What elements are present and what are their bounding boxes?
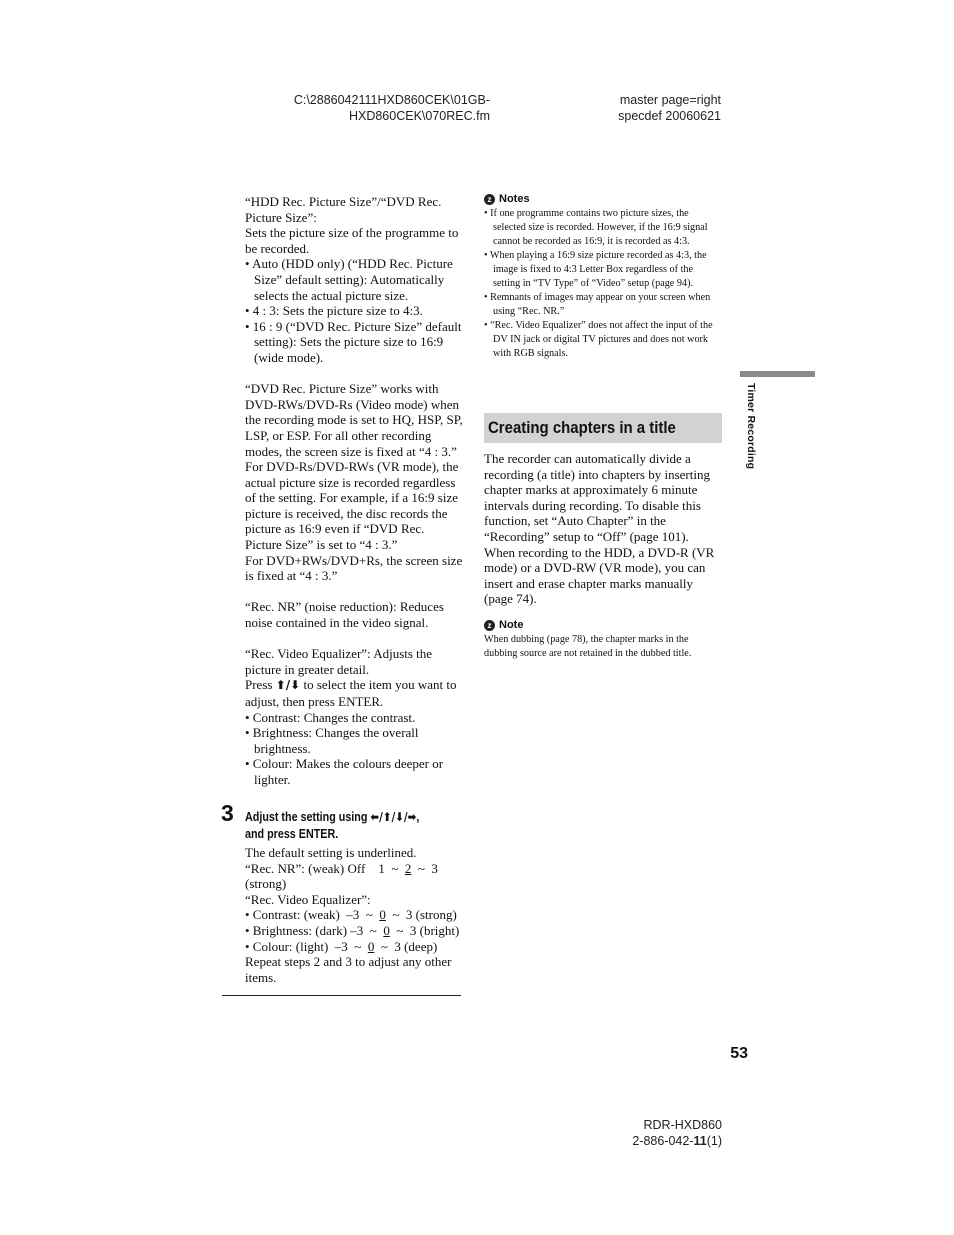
dvd-picture-size-paragraph: “DVD Rec. Picture Size” works with DVD-RWs/DVD-Rs (Video mode) when the recording mode is set to HQ, HSP, SP, LSP, or ESP. For all other recording modes, the screen size is fixed at “4 : 3.” — [245, 381, 463, 459]
colour-range-b: ~ 3 (deep) — [374, 938, 438, 954]
file-path-line-1: C:\2886042111HXD860CEK\01GB- — [293, 93, 490, 107]
chapters-body — [484, 451, 722, 607]
list-item-colour: • Colour: Makes the colours deeper or lighter. — [245, 756, 444, 787]
direction-arrows-icon: ⬅/⬆/⬇/➡ — [370, 810, 417, 824]
note-item: • When playing a 16:9 size picture recorded as 4:3, the image is fixed to 4:3 Letter Box regardless of the setting in “TV Type” of “Video” setup (page 94). — [484, 250, 707, 289]
default-setting-note: The default setting is underlined. — [245, 845, 417, 860]
notes-title: Notes — [499, 193, 530, 205]
note-item: • “Rec. Video Equalizer” does not affect the input of the DV IN jack or digital TV pictures and does not work with RGB signals. — [484, 320, 713, 359]
picture-size-heading: “HDD Rec. Picture Size”/“DVD Rec. Picture Size”: — [245, 194, 442, 225]
left-column-end-rule — [222, 995, 461, 996]
section-title: Creating chapters in a title — [488, 418, 676, 437]
document-code — [560, 1133, 722, 1149]
footer — [560, 1117, 722, 1149]
rec-nr-strong: (strong) — [245, 876, 287, 892]
brightness-range-a: • Brightness: (dark) –3 ~ — [245, 922, 384, 938]
dvd-plus-paragraph: For DVD+RWs/DVD+Rs, the screen size is fixed at “4 : 3.” — [245, 552, 463, 584]
colour-range-a: • Colour: (light) –3 ~ — [245, 938, 368, 954]
press-text-b: to select the item you want to adjust, then press ENTER. — [245, 677, 457, 709]
vr-mode-paragraph: For DVD-Rs/DVD-RWs (VR mode), the actual picture size is recorded regardless of the setting. For example, if a 16:9 size picture is received, the disc records the picture as 16:9 even if “DVD Rec. Picture Size” is set to “4 : 3.” — [245, 459, 459, 553]
list-item-auto: • Auto (HDD only) (“HDD Rec. Picture Size” default setting): Automatically selects the actual picture size. — [245, 256, 453, 303]
side-tab-label: Timer Recording — [745, 383, 757, 470]
rec-video-equalizer-paragraph: “Rec. Video Equalizer”: Adjusts the picture in greater detail. — [245, 646, 433, 677]
note-icon: z — [484, 194, 495, 205]
page-number: 53 — [730, 1045, 748, 1062]
chapters-paragraph-2: When recording to the HDD, a DVD-R (VR mode) or a DVD-RW (VR mode), you can insert and erase chapter marks manually (page 74). — [484, 544, 715, 607]
rec-nr-range-b: ~ 3 — [411, 860, 438, 876]
list-item-brightness: • Brightness: Changes the overall brightness. — [245, 725, 419, 756]
notes-heading — [484, 193, 722, 205]
section-heading-bar — [484, 413, 722, 443]
note-text: When dubbing (page 78), the chapter marks in the dubbing source are not retained in the dubbed title. — [484, 634, 692, 659]
press-instruction — [245, 677, 463, 709]
note-icon: z — [484, 620, 495, 631]
master-page-header — [560, 92, 721, 124]
notes-block — [484, 193, 722, 361]
repeat-steps: Repeat steps 2 and 3 to adjust any other items. — [245, 954, 452, 985]
rec-nr-default: 2 — [404, 860, 412, 876]
document-code-a: 2-886-042- — [632, 1134, 694, 1148]
notes-list — [484, 207, 722, 361]
colour-range — [245, 939, 465, 955]
contrast-default: 0 — [379, 907, 386, 923]
press-text-a: Press — [245, 677, 276, 693]
rec-video-equalizer-label: “Rec. Video Equalizer”: — [245, 891, 371, 907]
step-title-line-1 — [245, 809, 451, 826]
step-title-text-a: Adjust the setting using — [245, 810, 371, 824]
note-item: • If one programme contains two picture sizes, the selected size is recorded. However, if the 16:9 signal cannot be recorded as 16:9, it is recorded as 4:3. — [484, 208, 708, 247]
note-title: Note — [499, 619, 524, 631]
up-down-arrow-icon: ⬆/⬇ — [275, 678, 301, 693]
file-path-header — [240, 92, 490, 124]
chapters-paragraph-1: The recorder can automatically divide a recording (a title) into chapters by inserting chapter marks at approximately 6 minute intervals during recording. To disable this function, set “Auto Chapter” in the “Recording” setup to “Off” (page 101). — [484, 451, 710, 544]
colour-default: 0 — [367, 938, 375, 954]
picture-size-desc: Sets the picture size of the programme to be recorded. — [245, 225, 459, 256]
note-block — [484, 619, 724, 661]
note-heading — [484, 619, 724, 631]
brightness-range-b: ~ 3 (bright) — [389, 922, 460, 938]
file-path-line-2: HXD860CEK\070REC.fm — [348, 109, 490, 123]
rec-nr-range — [245, 861, 465, 877]
rec-nr-paragraph: “Rec. NR” (noise reduction): Reduces noise contained in the video signal. — [245, 599, 444, 631]
master-page-line-2: specdef 20060621 — [618, 109, 721, 123]
model-number: RDR-HXD860 — [643, 1118, 722, 1132]
contrast-range-b: ~ 3 (strong) — [385, 907, 457, 923]
contrast-range-a: • Contrast: (weak) –3 ~ — [245, 907, 380, 923]
step-3-body — [245, 845, 465, 985]
rec-nr-range-a: “Rec. NR”: (weak) Off 1 ~ — [245, 860, 405, 876]
list-item-contrast: • Contrast: Changes the contrast. — [245, 709, 416, 725]
contrast-range — [245, 907, 465, 923]
list-item-16-9: • 16 : 9 (“DVD Rec. Picture Size” default setting): Sets the picture size to 16:9 (wide mode). — [245, 318, 462, 365]
note-item: • Remnants of images may appear on your screen when using “Rec. NR.” — [484, 292, 711, 317]
document-code-b: 11 — [693, 1134, 707, 1148]
left-column — [245, 194, 463, 788]
document-code-c: (1) — [706, 1134, 722, 1148]
master-page-line-1: master page=right — [619, 93, 721, 107]
step-number: 3 — [221, 800, 234, 826]
step-title-line-2: and press ENTER. — [245, 827, 339, 841]
side-tab-bar — [740, 371, 815, 377]
brightness-default: 0 — [383, 922, 390, 938]
step-title-text-b: , — [416, 810, 420, 824]
list-item-4-3: • 4 : 3: Sets the picture size to 4:3. — [245, 303, 423, 319]
step-title — [245, 809, 485, 843]
brightness-range — [245, 923, 465, 939]
